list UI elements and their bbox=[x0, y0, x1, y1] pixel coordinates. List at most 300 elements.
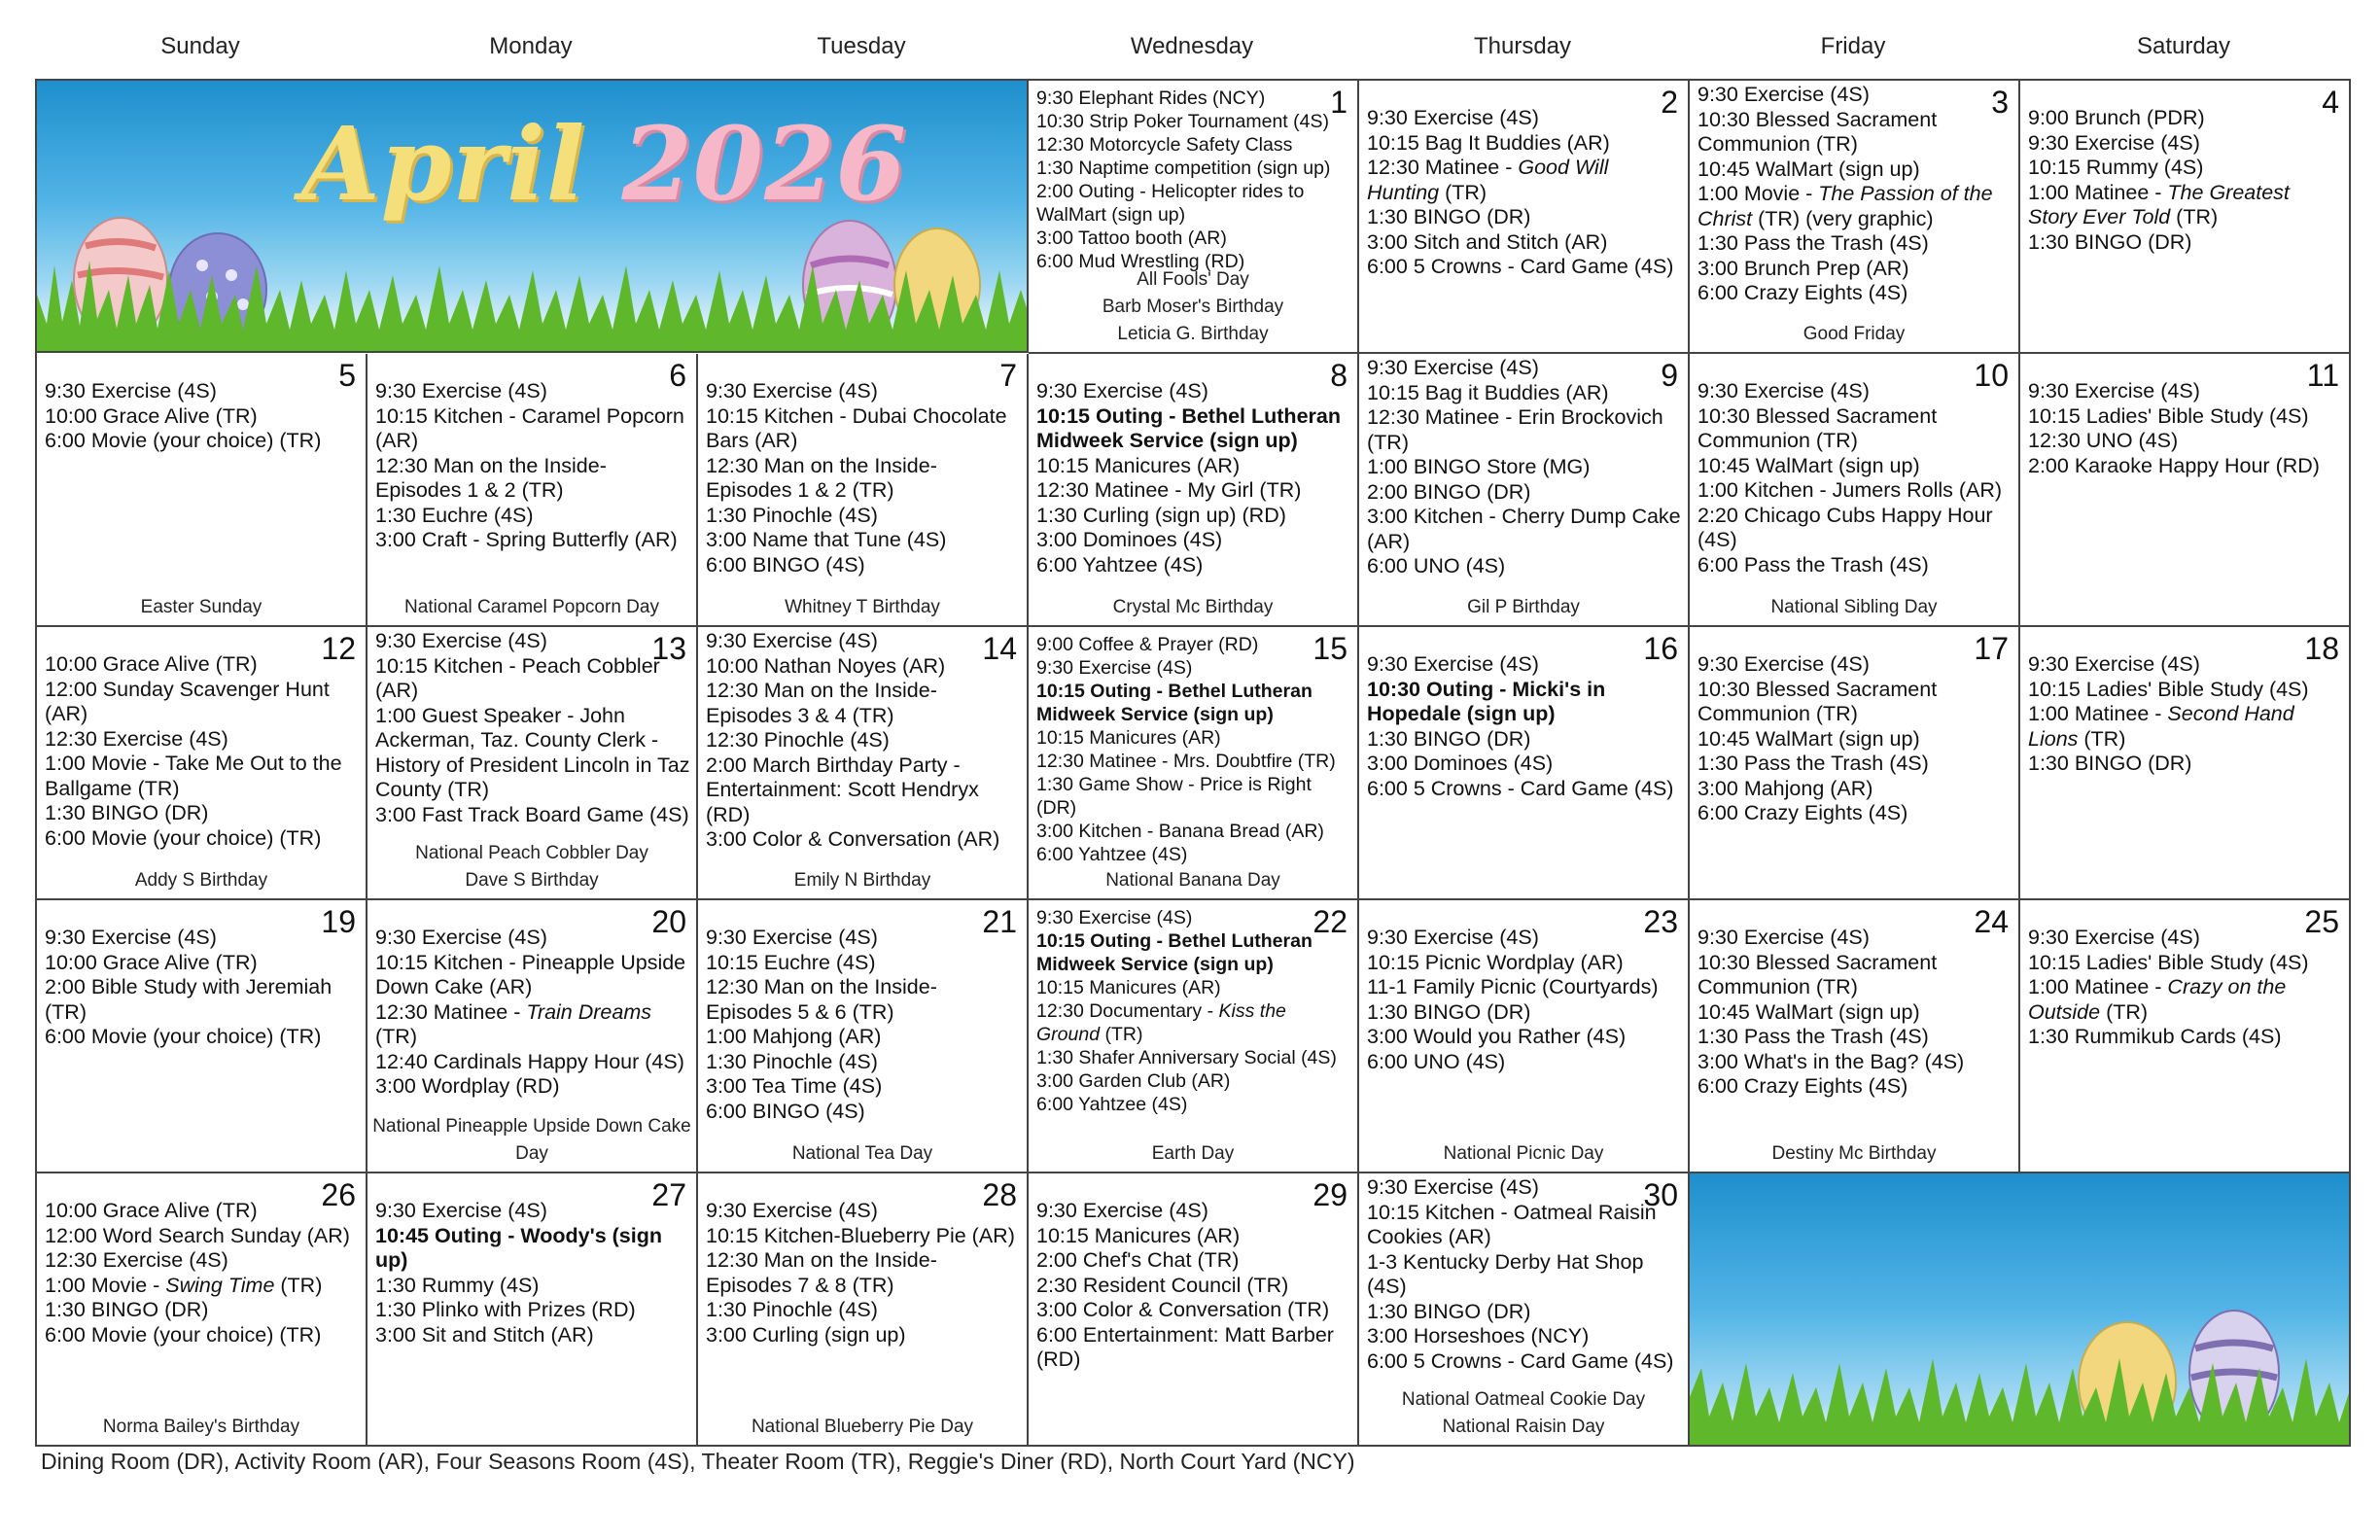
event-item: 2:00 March Birthday Party - Entertainment: Scott Hendryx (RD) bbox=[706, 752, 979, 826]
room-legend: Dining Room (DR), Activity Room (AR), Four Seasons Room (4S), Theater Room (TR), Reggie's Diner (RD), North Court Yard (NCY) bbox=[41, 1449, 1355, 1474]
event-item: 9:30 Exercise (4S) bbox=[706, 926, 878, 949]
event-list bbox=[1036, 1199, 1351, 1373]
event-item: 3:00 Dominoes (4S) bbox=[1367, 752, 1554, 775]
day-cell bbox=[37, 900, 368, 1173]
event-item: 3:00 Wordplay (RD) bbox=[375, 1074, 560, 1098]
event-item: 10:15 Picnic Wordplay (AR) bbox=[1367, 950, 1624, 974]
event-item: 1:30 BINGO (DR) bbox=[2028, 229, 2192, 254]
month-title bbox=[301, 104, 907, 224]
event-item: 1:30 BINGO (DR) bbox=[45, 801, 209, 824]
event-item: 9:30 Exercise (4S) bbox=[375, 629, 547, 652]
event-item: 9:30 Exercise (4S) bbox=[706, 629, 878, 652]
event-item: 9:30 Exercise (4S) bbox=[1367, 1175, 1539, 1199]
event-item: 10:15 Kitchen - Oatmeal Raisin Cookies (AR) bbox=[1367, 1200, 1657, 1248]
day-number: 12 bbox=[321, 631, 356, 666]
event-item: 2:30 Resident Council (TR) bbox=[1036, 1273, 1289, 1297]
event-item: 9:30 Exercise (4S) bbox=[45, 379, 217, 402]
observance-list bbox=[1359, 1386, 1688, 1441]
event-item: 10:15 Rummy (4S) bbox=[2028, 156, 2204, 179]
event-item: 6:00 Crazy Eights (4S) bbox=[1698, 1074, 1908, 1098]
observance-list bbox=[698, 1140, 1027, 1168]
day-cell bbox=[37, 354, 368, 627]
event-item: 6:00 Yahtzee (4S) bbox=[1036, 844, 1188, 865]
observance-label: Addy S Birthday bbox=[134, 870, 268, 891]
day-cell bbox=[1029, 354, 1359, 627]
day-number: 20 bbox=[651, 904, 686, 939]
observance-list bbox=[37, 867, 366, 894]
event-list bbox=[2028, 379, 2343, 478]
day-number: 13 bbox=[651, 631, 686, 666]
event-item: 10:30 Blessed Sacrament Communion (TR) bbox=[1698, 677, 1938, 725]
observance-list bbox=[1359, 594, 1688, 621]
event-list bbox=[2028, 106, 2343, 255]
weekday-friday: Friday bbox=[1820, 33, 1886, 59]
event-item: 6:00 5 Crowns - Card Game (4S) bbox=[1367, 255, 1674, 278]
event-item: 6:00 5 Crowns - Card Game (4S) bbox=[1367, 1348, 1674, 1373]
day-number: 4 bbox=[2322, 85, 2339, 120]
event-item: 1:30 Rummikub Cards (4S) bbox=[2028, 1025, 2282, 1048]
event-item: 10:30 Blessed Sacrament Communion (TR) bbox=[1698, 107, 1938, 156]
day-number: 17 bbox=[1974, 631, 2009, 666]
observance-label: National Pineapple Upside Down Cake Day bbox=[372, 1116, 691, 1164]
event-list bbox=[706, 926, 1021, 1124]
event-item: 10:00 Grace Alive (TR) bbox=[45, 950, 258, 974]
event-item: 1:30 Pass the Trash (4S) bbox=[1698, 1025, 1929, 1048]
observance-label: National Oatmeal Cookie Day bbox=[1401, 1389, 1646, 1410]
event-item: 12:30 Matinee - Good Will Hunting (TR) bbox=[1367, 156, 1609, 204]
observance-label: National Peach Cobbler Day bbox=[415, 843, 648, 863]
observance-label: Easter Sunday bbox=[140, 597, 262, 617]
event-item: 1:00 Movie - Swing Time (TR) bbox=[45, 1273, 323, 1297]
event-item: 12:00 Word Search Sunday (AR) bbox=[45, 1223, 350, 1247]
event-item: 1:30 Plinko with Prizes (RD) bbox=[375, 1298, 636, 1321]
event-item: 3:00 Color & Conversation (TR) bbox=[1036, 1298, 1330, 1321]
observance-list bbox=[1029, 1140, 1357, 1168]
event-item: 1:30 Pass the Trash (4S) bbox=[1698, 752, 1929, 775]
event-list bbox=[45, 926, 360, 1050]
event-item: 3:00 Mahjong (AR) bbox=[1698, 776, 1873, 800]
event-item: 6:00 Mud Wrestling (RD) bbox=[1036, 251, 1245, 272]
event-list bbox=[1036, 87, 1351, 273]
day-cell bbox=[2020, 900, 2351, 1173]
event-item: 6:00 BINGO (4S) bbox=[706, 552, 865, 577]
event-item: 3:00 Dominoes (4S) bbox=[1036, 528, 1223, 551]
event-item: 3:00 Curling (sign up) bbox=[706, 1322, 906, 1347]
day-cell bbox=[1690, 81, 2020, 354]
event-item: 9:30 Exercise (4S) bbox=[375, 926, 547, 949]
event-item: 6:00 Entertainment: Matt Barber (RD) bbox=[1036, 1322, 1334, 1371]
event-item: 12:30 Matinee - Mrs. Doubtfire (TR) bbox=[1036, 751, 1336, 772]
event-item: 1:00 Guest Speaker - John Ackerman, Taz. County Clerk - History of President Lincoln in Taz County (TR) bbox=[375, 703, 690, 801]
event-item: 3:00 What's in the Bag? (4S) bbox=[1698, 1049, 1965, 1073]
day-cell bbox=[1690, 627, 2020, 900]
event-list bbox=[375, 379, 690, 553]
event-item: 12:30 Documentary - Kiss the Ground (TR) bbox=[1036, 1000, 1286, 1045]
calendar-grid bbox=[35, 79, 2351, 1447]
day-cell bbox=[2020, 627, 2351, 900]
event-list bbox=[1698, 83, 2012, 306]
event-item: 12:30 Man on the Inside- Episodes 7 & 8 (TR) bbox=[706, 1248, 937, 1297]
event-item: 9:30 Exercise (4S) bbox=[1036, 907, 1193, 928]
event-item: 12:30 Man on the Inside- Episodes 3 & 4 (TR) bbox=[706, 679, 937, 727]
event-item: 6:00 Crazy Eights (4S) bbox=[1698, 801, 1908, 824]
observance-list bbox=[698, 594, 1027, 621]
day-number: 15 bbox=[1312, 631, 1348, 666]
event-item: 1:30 Shafer Anniversary Social (4S) bbox=[1036, 1047, 1337, 1068]
event-item: 2:20 Chicago Cubs Happy Hour (4S) bbox=[1698, 503, 1993, 551]
event-item: 3:00 Kitchen - Cherry Dump Cake (AR) bbox=[1367, 505, 1681, 553]
event-item: 1:30 Game Show - Price is Right (DR) bbox=[1036, 774, 1312, 819]
event-item: 10:45 WalMart (sign up) bbox=[1698, 999, 1920, 1024]
observance-list bbox=[368, 594, 696, 621]
event-item: 3:00 Would you Rather (4S) bbox=[1367, 1025, 1627, 1048]
event-item: 1:30 Pinochle (4S) bbox=[706, 1298, 878, 1321]
event-item: 1:30 Pinochle (4S) bbox=[706, 503, 878, 527]
event-list bbox=[1698, 379, 2012, 578]
event-item: 3:00 Color & Conversation (AR) bbox=[706, 827, 1000, 851]
observance-label: National Blueberry Pie Day bbox=[751, 1417, 974, 1437]
event-item: 9:30 Exercise (4S) bbox=[1036, 1199, 1208, 1222]
event-item: 1:30 BINGO (DR) bbox=[1367, 726, 1531, 751]
event-item: 6:00 Movie (your choice) (TR) bbox=[45, 825, 322, 850]
observance-list bbox=[368, 1113, 696, 1168]
day-cell bbox=[37, 1173, 368, 1447]
event-item: 10:15 Kitchen - Pineapple Upside Down Cake (AR) bbox=[375, 950, 686, 998]
event-item: 10:15 Manicures (AR) bbox=[1036, 453, 1241, 477]
event-item: 10:30 Strip Poker Tournament (4S) bbox=[1036, 111, 1329, 132]
event-item: 12:00 Sunday Scavenger Hunt (AR) bbox=[45, 677, 330, 725]
event-item: 9:30 Exercise (4S) bbox=[1698, 83, 1870, 106]
event-item: 10:00 Grace Alive (TR) bbox=[45, 652, 258, 676]
event-item: 12:30 Exercise (4S) bbox=[45, 726, 228, 751]
day-number: 18 bbox=[2304, 631, 2339, 666]
event-item: 1:00 Matinee - Crazy on the Outside (TR) bbox=[2028, 975, 2287, 1024]
observance-label: National Picnic Day bbox=[1443, 1143, 1604, 1164]
day-cell bbox=[368, 1173, 698, 1447]
observance-list bbox=[1359, 1140, 1688, 1168]
event-list bbox=[375, 629, 690, 827]
observance-list bbox=[368, 840, 696, 894]
event-item: 9:30 Exercise (4S) bbox=[1036, 379, 1208, 402]
day-cell bbox=[37, 627, 368, 900]
event-item: 6:00 Movie (your choice) (TR) bbox=[45, 1322, 322, 1347]
event-item: 9:30 Elephant Rides (NCY) bbox=[1036, 88, 1266, 109]
event-item: 9:30 Exercise (4S) bbox=[1367, 106, 1539, 129]
day-cell bbox=[1359, 627, 1690, 900]
event-item: 1:30 BINGO (DR) bbox=[1367, 1299, 1531, 1323]
event-item: 1:30 BINGO (DR) bbox=[2028, 752, 2192, 775]
observance-list bbox=[37, 594, 366, 621]
event-item: 2:00 Karaoke Happy Hour (RD) bbox=[2028, 453, 2320, 477]
event-item: 10:00 Grace Alive (TR) bbox=[45, 403, 258, 428]
day-cell bbox=[1690, 900, 2020, 1173]
observance-label: Whitney T Birthday bbox=[785, 597, 940, 617]
observance-label: Good Friday bbox=[1802, 324, 1906, 344]
event-item: 3:00 Tattoo booth (AR) bbox=[1036, 228, 1227, 249]
day-number: 2 bbox=[1661, 85, 1678, 120]
event-item: 6:00 UNO (4S) bbox=[1367, 554, 1506, 578]
decorative-grass-banner bbox=[1690, 1173, 2351, 1447]
event-item: 10:15 Ladies' Bible Study (4S) bbox=[2028, 950, 2309, 974]
event-item: 1:30 BINGO (DR) bbox=[1367, 999, 1531, 1024]
event-item: 1:00 Movie - Take Me Out to the Ballgame (TR) bbox=[45, 752, 342, 800]
event-item: 12:40 Cardinals Happy Hour (4S) bbox=[375, 1049, 684, 1073]
event-list bbox=[1698, 652, 2012, 826]
event-item: 2:00 BINGO (DR) bbox=[1367, 479, 1531, 504]
day-number: 27 bbox=[651, 1177, 686, 1212]
event-item: 12:30 UNO (4S) bbox=[2028, 429, 2179, 452]
day-number: 9 bbox=[1661, 358, 1678, 393]
observance-label: National Banana Day bbox=[1105, 870, 1280, 891]
event-item: 9:30 Exercise (4S) bbox=[1367, 926, 1539, 949]
event-item: 6:00 Yahtzee (4S) bbox=[1036, 552, 1204, 577]
event-list bbox=[706, 1199, 1021, 1348]
event-item: 3:00 Horseshoes (NCY) bbox=[1367, 1324, 1590, 1348]
day-number: 3 bbox=[1991, 85, 2009, 120]
day-cell bbox=[2020, 81, 2351, 354]
observance-list bbox=[1690, 1140, 2018, 1168]
day-number: 22 bbox=[1312, 904, 1348, 939]
event-item: 3:00 Garden Club (AR) bbox=[1036, 1070, 1231, 1092]
event-list bbox=[1367, 356, 1682, 579]
event-item: 9:30 Exercise (4S) bbox=[706, 379, 878, 402]
event-item: 9:30 Exercise (4S) bbox=[375, 379, 547, 402]
event-item: 10:15 Ladies' Bible Study (4S) bbox=[2028, 403, 2309, 428]
event-item: 3:00 Sit and Stitch (AR) bbox=[375, 1322, 594, 1347]
event-item: 10:45 WalMart (sign up) bbox=[1698, 453, 1920, 477]
event-item: 10:15 Bag it Buddies (AR) bbox=[1367, 380, 1609, 404]
event-item: 10:15 Outing - Bethel Lutheran Midweek Service (sign up) bbox=[1036, 403, 1341, 452]
event-item: 9:30 Exercise (4S) bbox=[706, 1199, 878, 1222]
event-item: 10:15 Kitchen - Peach Cobbler (AR) bbox=[375, 653, 660, 702]
day-cell bbox=[368, 900, 698, 1173]
day-cell bbox=[1359, 900, 1690, 1173]
event-item: 10:15 Bag It Buddies (AR) bbox=[1367, 130, 1610, 155]
event-item: 9:30 Exercise (4S) bbox=[2028, 379, 2200, 402]
day-cell bbox=[698, 354, 1029, 627]
observance-label: Norma Bailey's Birthday bbox=[102, 1417, 300, 1437]
observance-label: Destiny Mc Birthday bbox=[1771, 1143, 1937, 1164]
observance-list bbox=[1029, 594, 1357, 621]
event-item: 3:00 Craft - Spring Butterfly (AR) bbox=[375, 528, 678, 551]
easter-grass-illustration-2 bbox=[1690, 1173, 2351, 1447]
event-list bbox=[706, 629, 1021, 853]
observance-label: Crystal Mc Birthday bbox=[1112, 597, 1274, 617]
event-item: 10:45 Outing - Woody's (sign up) bbox=[375, 1223, 662, 1272]
event-item: 10:15 Ladies' Bible Study (4S) bbox=[2028, 677, 2309, 701]
event-list bbox=[2028, 652, 2343, 777]
event-list bbox=[706, 379, 1021, 578]
event-item: 12:30 Matinee - Train Dreams (TR) bbox=[375, 999, 651, 1048]
day-cell bbox=[1029, 81, 1359, 354]
observance-label: Earth Day bbox=[1151, 1143, 1235, 1164]
event-item: 9:00 Coffee & Prayer (RD) bbox=[1036, 634, 1259, 655]
event-item: 6:00 Pass the Trash (4S) bbox=[1698, 552, 1929, 577]
event-item: 3:00 Kitchen - Banana Bread (AR) bbox=[1036, 821, 1324, 842]
day-number: 26 bbox=[321, 1177, 356, 1212]
event-item: 12:30 Pinochle (4S) bbox=[706, 728, 890, 752]
day-number: 6 bbox=[669, 358, 686, 393]
event-item: 9:30 Exercise (4S) bbox=[1698, 379, 1870, 402]
observance-label: National Raisin Day bbox=[1442, 1417, 1605, 1437]
day-cell bbox=[1029, 627, 1359, 900]
event-list bbox=[45, 1199, 360, 1348]
day-number: 23 bbox=[1643, 904, 1678, 939]
event-item: 10:45 WalMart (sign up) bbox=[1698, 157, 1920, 181]
month-banner bbox=[37, 81, 1029, 353]
day-number: 24 bbox=[1974, 904, 2009, 939]
event-item: 1:30 Pass the Trash (4S) bbox=[1698, 231, 1929, 255]
day-cell bbox=[368, 354, 698, 627]
day-cell bbox=[698, 900, 1029, 1173]
event-item: 12:30 Exercise (4S) bbox=[45, 1248, 228, 1272]
day-number: 5 bbox=[338, 358, 356, 393]
event-item: 3:00 Brunch Prep (AR) bbox=[1698, 256, 1909, 280]
day-number: 28 bbox=[982, 1177, 1017, 1212]
event-item: 1:00 Mahjong (AR) bbox=[706, 1025, 882, 1048]
event-item: 1:00 Kitchen - Jumers Rolls (AR) bbox=[1698, 478, 2003, 502]
event-item: 1:00 Movie - The Passion of the Christ (TR) (very graphic) bbox=[1698, 182, 1993, 230]
event-item: 2:00 Outing - Helicopter rides to WalMart (sign up) bbox=[1036, 181, 1305, 226]
day-number: 30 bbox=[1643, 1177, 1678, 1212]
event-list bbox=[1367, 652, 1682, 801]
event-item: 10:00 Grace Alive (TR) bbox=[45, 1199, 258, 1222]
event-item: 3:00 Tea Time (4S) bbox=[706, 1074, 883, 1098]
weekday-tuesday: Tuesday bbox=[817, 33, 906, 59]
event-item: 1:30 Naptime competition (sign up) bbox=[1036, 158, 1331, 179]
event-list bbox=[45, 379, 360, 454]
event-item: 10:15 Manicures (AR) bbox=[1036, 977, 1221, 998]
observance-list bbox=[1690, 321, 2018, 348]
event-item: 2:00 Bible Study with Jeremiah (TR) bbox=[45, 975, 332, 1024]
event-item: 9:00 Brunch (PDR) bbox=[2028, 106, 2205, 129]
event-item: 1:30 Pinochle (4S) bbox=[706, 1049, 878, 1073]
event-list bbox=[1036, 379, 1351, 578]
event-item: 10:15 Euchre (4S) bbox=[706, 950, 876, 974]
event-item: 12:30 Matinee - My Girl (TR) bbox=[1036, 478, 1302, 502]
day-number: 19 bbox=[321, 904, 356, 939]
event-item: 11-1 Family Picnic (Courtyards) bbox=[1367, 975, 1659, 998]
day-number: 21 bbox=[982, 904, 1017, 939]
event-list bbox=[375, 1199, 690, 1348]
day-number: 14 bbox=[982, 631, 1017, 666]
event-item: 9:30 Exercise (4S) bbox=[2028, 652, 2200, 676]
observance-label: Emily N Birthday bbox=[793, 870, 931, 891]
weekday-thursday: Thursday bbox=[1473, 33, 1572, 59]
month-year: 2026 bbox=[621, 104, 907, 224]
event-item: 9:30 Exercise (4S) bbox=[375, 1199, 547, 1222]
event-item: 6:00 5 Crowns - Card Game (4S) bbox=[1367, 776, 1674, 800]
observance-label: All Fools' Day bbox=[1137, 269, 1249, 290]
event-list bbox=[1367, 926, 1682, 1074]
day-number: 25 bbox=[2304, 904, 2339, 939]
event-item: 10:15 Outing - Bethel Lutheran Midweek Service (sign up) bbox=[1036, 681, 1312, 725]
event-item: 1:30 Euchre (4S) bbox=[375, 503, 534, 527]
event-list bbox=[2028, 926, 2343, 1050]
event-item: 1:30 Rummy (4S) bbox=[375, 1273, 540, 1297]
weekday-sunday: Sunday bbox=[160, 33, 240, 59]
event-item: 3:00 Sitch and Stitch (AR) bbox=[1367, 229, 1608, 254]
day-cell bbox=[1690, 354, 2020, 627]
weekday-wednesday: Wednesday bbox=[1130, 33, 1254, 59]
event-item: 1:00 Matinee - The Greatest Story Ever Told (TR) bbox=[2028, 180, 2290, 228]
event-item: 9:30 Exercise (4S) bbox=[45, 926, 217, 949]
day-cell bbox=[698, 1173, 1029, 1447]
event-item: 9:30 Exercise (4S) bbox=[1698, 652, 1870, 676]
day-number: 7 bbox=[999, 358, 1017, 393]
observance-label: National Sibling Day bbox=[1770, 597, 1938, 617]
observance-label: Dave S Birthday bbox=[465, 870, 599, 891]
weekday-monday: Monday bbox=[489, 33, 573, 59]
observance-label: Leticia G. Birthday bbox=[1117, 324, 1269, 344]
day-number: 16 bbox=[1643, 631, 1678, 666]
event-list bbox=[375, 926, 690, 1100]
event-item: 10:30 Outing - Micki's in Hopedale (sign up) bbox=[1367, 677, 1606, 725]
event-item: 10:30 Blessed Sacrament Communion (TR) bbox=[1698, 403, 1938, 452]
event-list bbox=[1367, 106, 1682, 280]
day-number: 10 bbox=[1974, 358, 2009, 393]
event-item: 6:00 BINGO (4S) bbox=[706, 1099, 865, 1123]
day-cell bbox=[698, 627, 1029, 900]
day-cell bbox=[1359, 1173, 1690, 1447]
day-cell bbox=[1359, 81, 1690, 354]
day-cell bbox=[1029, 900, 1359, 1173]
event-item: 1:30 Curling (sign up) (RD) bbox=[1036, 503, 1286, 527]
month-name: April bbox=[301, 104, 586, 224]
observance-list bbox=[1690, 594, 2018, 621]
event-item: 6:00 Movie (your choice) (TR) bbox=[45, 429, 322, 452]
event-list bbox=[1036, 633, 1351, 866]
event-item: 9:30 Exercise (4S) bbox=[2028, 130, 2200, 155]
event-list bbox=[45, 652, 360, 851]
event-list bbox=[1367, 1175, 1682, 1374]
event-item: 12:30 Man on the Inside- Episodes 5 & 6 (TR) bbox=[706, 975, 937, 1024]
day-number: 1 bbox=[1330, 85, 1348, 120]
event-item: 6:00 Yahtzee (4S) bbox=[1036, 1094, 1188, 1115]
observance-list bbox=[1029, 867, 1357, 894]
event-item: 1:00 BINGO Store (MG) bbox=[1367, 455, 1591, 478]
event-item: 10:15 Manicures (AR) bbox=[1036, 1223, 1241, 1247]
event-item: 9:30 Exercise (4S) bbox=[1698, 926, 1870, 949]
event-item: 12:30 Matinee - Erin Brockovich (TR) bbox=[1367, 405, 1663, 454]
event-item: 1:30 BINGO (DR) bbox=[1367, 205, 1531, 228]
observance-label: National Caramel Popcorn Day bbox=[404, 597, 659, 617]
event-item: 10:15 Kitchen - Caramel Popcorn (AR) bbox=[375, 403, 684, 452]
event-item: 1-3 Kentucky Derby Hat Shop (4S) bbox=[1367, 1249, 1644, 1298]
event-item: 9:30 Exercise (4S) bbox=[1367, 356, 1539, 379]
event-item: 12:30 Man on the Inside- Episodes 1 & 2 (TR) bbox=[706, 453, 937, 502]
day-number: 11 bbox=[2306, 358, 2339, 393]
event-item: 3:00 Fast Track Board Game (4S) bbox=[375, 802, 689, 826]
observance-list bbox=[1029, 266, 1357, 348]
event-item: 6:00 Crazy Eights (4S) bbox=[1698, 281, 1908, 304]
event-item: 2:00 Chef's Chat (TR) bbox=[1036, 1248, 1240, 1272]
event-item: 9:30 Exercise (4S) bbox=[2028, 926, 2200, 949]
day-cell bbox=[1359, 354, 1690, 627]
event-item: 9:30 Exercise (4S) bbox=[1367, 652, 1539, 676]
event-list bbox=[1036, 906, 1351, 1116]
event-item: 10:15 Kitchen-Blueberry Pie (AR) bbox=[706, 1223, 1015, 1247]
day-cell bbox=[368, 627, 698, 900]
day-number: 29 bbox=[1312, 1177, 1348, 1212]
event-item: 6:00 Movie (your choice) (TR) bbox=[45, 1025, 322, 1048]
event-item: 10:15 Kitchen - Dubai Chocolate Bars (AR) bbox=[706, 403, 1007, 452]
day-number: 8 bbox=[1330, 358, 1348, 393]
event-item: 12:30 Motorcycle Safety Class bbox=[1036, 134, 1293, 156]
event-list bbox=[1698, 926, 2012, 1100]
observance-label: National Tea Day bbox=[791, 1143, 933, 1164]
event-item: 1:30 BINGO (DR) bbox=[45, 1298, 209, 1321]
